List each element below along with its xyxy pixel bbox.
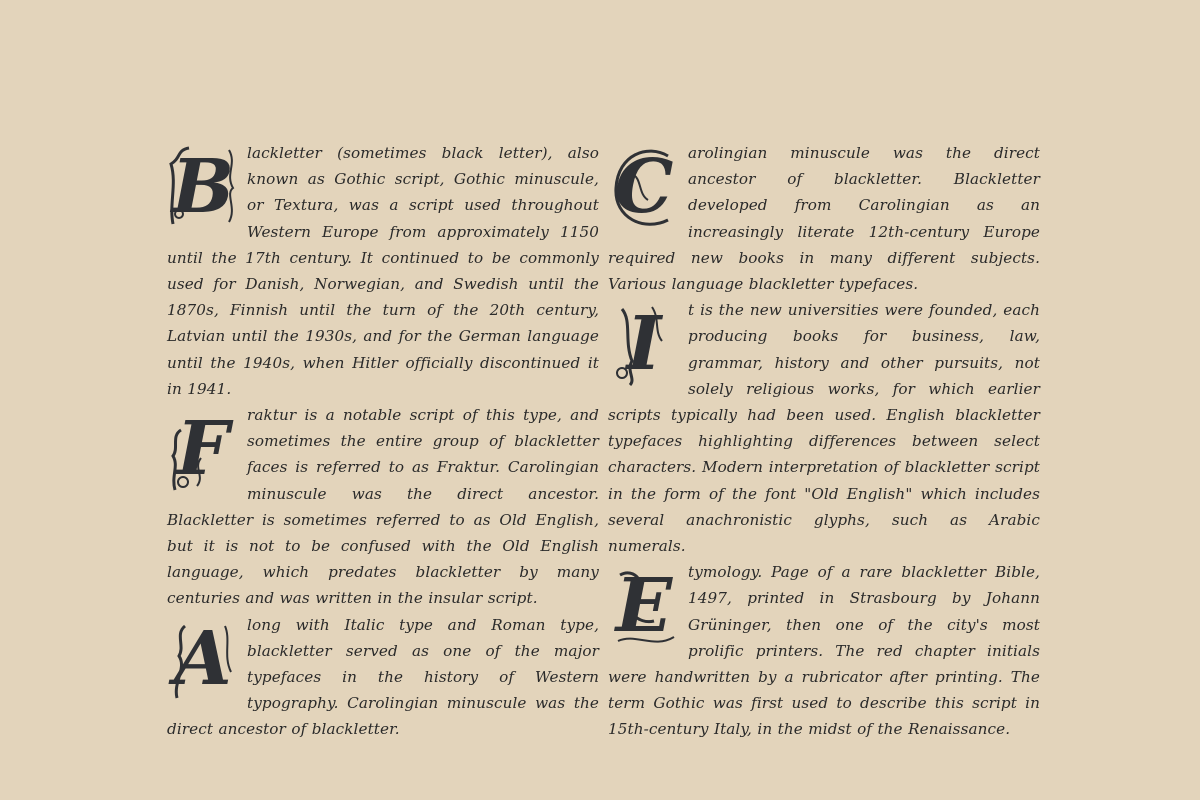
paragraph-etymology (608, 559, 1040, 742)
paragraph-text: raktur is a notable script of this type, and sometimes the entire group of blackletter faces is referred to as Fraktur. Carolingian minuscule was the direct ancestor. Blackletter is sometimes referred to as Old English, but it is not to be confused with the Old English language, which predates blackletter by many centuries and was written in the insular script. (167, 406, 599, 608)
paragraph-carolingian (608, 140, 1040, 297)
paragraph-universities (608, 297, 1040, 559)
paragraph-text: arolingian minuscule was the direct ancestor of blackletter. Blackletter developed from Carolingian as an increasingly literate 12th-century Europe required new books in many different subjects. Various language blackletter typefaces. (608, 144, 1040, 294)
paragraph-text: lackletter (sometimes black letter), also known as Gothic script, Gothic minuscule, or Textura, was a script used throughout Western Europe from approximately 1150 until the 17th century. It continued to be commonly used for Danish, Norwegian, and Swedish until the 1870s, Finnish until the turn of the 20th century, Latvian until the 1930s, and for the German language until the 1940s, when Hitler officially discontinued it in 1941. (167, 144, 599, 398)
paragraph-italic-roman (167, 612, 599, 743)
drop-cap-c: C (608, 144, 680, 230)
drop-cap-b: B (167, 144, 239, 230)
drop-cap-f: F (167, 406, 239, 492)
drop-cap-a: A (167, 616, 239, 702)
paragraph-text: t is the new universities were founded, each producing books for business, law, grammar, history and other pursuits, not solely religious works, for which earlier scripts typically had been used. English blackletter typefaces highlighting differences between select characters. Modern interpretation of blackletter script in the form of the font "Old English" which includes several anachronistic glyphs, such as Arabic numerals. (608, 301, 1040, 556)
paragraph-blackletter (167, 140, 599, 402)
paragraph-fraktur (167, 402, 599, 612)
paragraph-text: tymology. Page of a rare blackletter Bible, 1497, printed in Strasbourg by Johann Grüninger, then one of the city's most prolific printers. The red chapter initials were handwritten by a rubricator after printing. The term Gothic was first used to describe this script in 15th-century Italy, in the midst of the Renaissance. (608, 563, 1040, 739)
paragraph-text: long with Italic type and Roman type, blackletter served as one of the major typefaces in the history of Western typography. Carolingian minuscule was the direct ancestor of blackletter. (167, 615, 599, 739)
left-column (167, 140, 599, 743)
right-column (608, 140, 1040, 743)
drop-cap-i: I (608, 301, 680, 387)
drop-cap-e: E (608, 563, 680, 649)
